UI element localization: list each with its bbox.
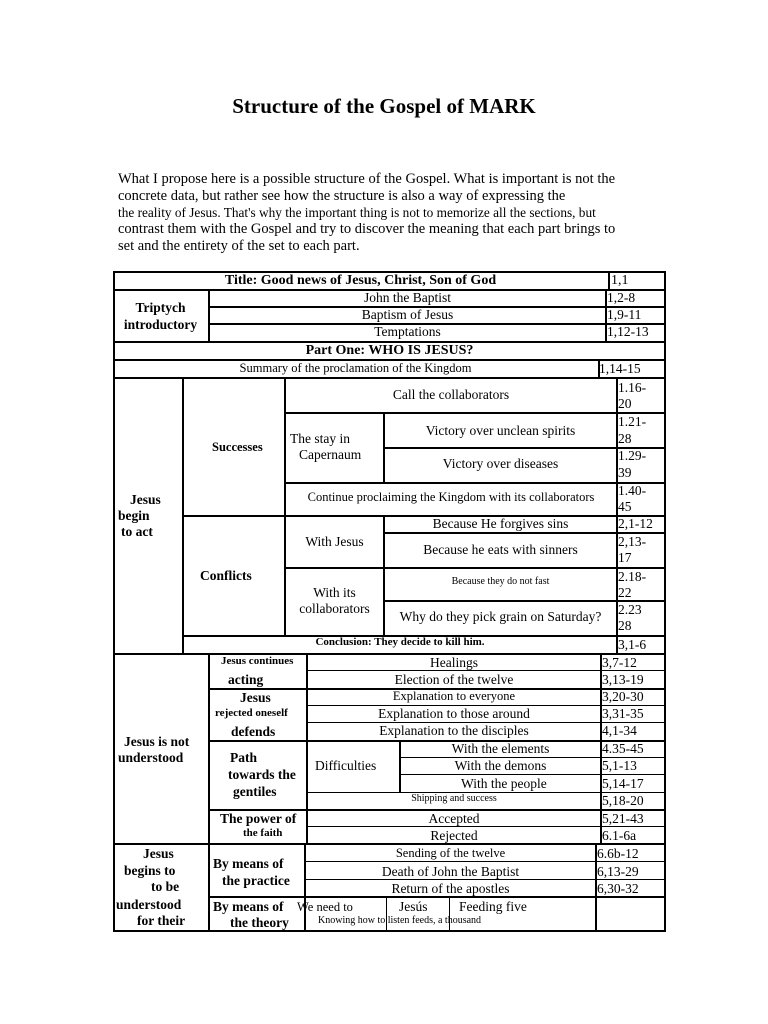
rule [208,896,666,898]
row-label: Victory over diseases [442,456,559,471]
subsection-label: Jesus [240,690,271,705]
rule [113,930,666,932]
section-label: begins to [124,863,176,878]
row-label: Explanation to everyone [392,689,516,703]
subsection-label: the theory [230,915,289,930]
row-label: Sending of the twelve [395,846,506,860]
row-label: Victory over unclean spirits [425,423,576,438]
ref-cell: 20 [618,396,632,411]
group-label: collaborators [299,601,370,616]
intro-line-3: the reality of Jesus. That's why the important thing is not to memorize all the sections, but [118,205,596,220]
subsection-label: The power of [220,811,297,826]
ref-cell: 4.35-45 [602,741,644,756]
triptych-label: introductory [123,317,198,332]
row-label: Continue proclaiming the Kingdom with its collaborators [307,490,595,504]
row-label: Because they do not fast [451,576,550,587]
rule [608,271,610,289]
section-label: Jesus is not [124,734,190,749]
ref-cell: 6.1-6a [602,828,637,843]
subsection-label: acting [228,672,264,687]
subsection-label: the practice [222,873,290,888]
ref-cell: 6,30-32 [597,881,639,896]
ref-cell: 39 [618,465,632,480]
subsection-label: Jesus continues [221,655,294,667]
ref-cell: 1,14-15 [599,361,641,376]
intro-line-5: set and the entirety of the set to each part. [118,238,360,254]
section-label: understood [118,750,184,765]
subsection-label: By means of [213,899,284,914]
gospel-title-cell: Title: Good news of Jesus, Christ, Son of God [224,273,497,288]
ref-cell: 2,1-12 [618,516,653,531]
ref-cell: 1,2-8 [607,290,636,305]
ref-cell: 3,7-12 [602,655,637,670]
row-label: Healings [430,655,478,670]
rule [304,861,666,862]
row-label: Summary of the proclamation of the Kingdom [239,361,472,375]
rule [284,412,666,414]
row-label: Explanation to those around [378,706,530,721]
intro-line-2: concrete data, but rather see how the structure is also a way of expressing the [118,188,566,204]
group-label: The stay in [290,431,350,446]
row-label: Rejected [430,828,478,843]
ref-cell: 3,31-35 [602,706,644,721]
ref-cell: 1,12-13 [607,324,649,339]
ref-cell: 2.18- [618,569,647,584]
ref-cell: 1.40- [618,483,647,498]
page-title: Structure of the Gospel of MARK [232,94,536,118]
section-label: to be [151,879,180,894]
group-label: With Jesus [305,534,364,549]
row-label: With the people [461,776,547,791]
section-label: understood [116,897,182,912]
rule [306,826,666,827]
row-label: Jesús [399,899,428,914]
row-label: Explanation to the disciples [379,723,529,738]
conclusion-label: Conclusion: They decide to kill him. [315,636,485,648]
rule [284,482,666,484]
subsection-label: By means of [213,856,284,871]
ref-cell: 2,13- [618,534,647,549]
subsection-label: towards the [228,767,296,782]
group-label: Capernaum [299,447,362,462]
ref-cell: 17 [618,550,632,565]
rule [304,879,666,880]
part-heading: Part One: WHO IS JESUS? [305,343,474,358]
row-label: Temptations [374,324,441,339]
intro-line-4: contrast them with the Gospel and try to discover the meaning that each part brings to [118,221,616,237]
ref-cell: 1,1 [611,273,629,288]
subsection-label: gentiles [233,784,277,799]
ref-cell: 1.29- [618,448,647,463]
ref-cell: 6,13-29 [597,864,639,879]
row-label: We need to [297,900,353,914]
row-label: Baptism of Jesus [361,307,454,322]
row-label: Death of John the Baptist [381,864,520,879]
ref-cell: 28 [618,431,632,446]
row-label: Because He forgives sins [432,516,569,531]
ref-cell: 5,14-17 [602,776,644,791]
subsection-label: Path [230,750,257,765]
rule [399,774,666,775]
section-label: begin [118,508,150,523]
row-label: John the Baptist [364,290,451,305]
ref-cell: 28 [618,618,632,633]
row-label: Shipping and success [411,793,497,804]
rule [208,653,210,843]
row-label: Because he eats with sinners [423,542,578,557]
subsection-label: defends [231,724,276,739]
row-label: Election of the twelve [394,672,514,687]
section-label: for their [137,913,186,928]
group-label: Difficulties [315,758,377,773]
row-label: Accepted [428,811,480,826]
rule [208,843,210,930]
ref-cell: 5,18-20 [602,793,644,808]
subsection-label: the faith [243,827,283,839]
rule [113,653,666,655]
ref-cell: 3,20-30 [602,689,644,704]
ref-cell: 3,13-19 [602,672,644,687]
ref-cell: 2.23 [618,602,642,617]
row-label: With the demons [454,758,547,773]
ref-cell: 1,9-11 [607,307,642,322]
subsection-label: rejected oneself [215,707,288,719]
ref-cell: 1.21- [618,414,647,429]
row-label: With the elements [451,741,550,756]
section-label: Jesus [143,846,174,861]
ref-cell: 3,1-6 [618,637,647,652]
row-label: Return of the apostles [391,881,510,896]
rule [284,567,666,569]
rule [306,670,666,671]
row-label: Call the collaborators [392,387,510,402]
row-label: Why do they pick grain on Saturday? [399,609,602,624]
triptych-label: Triptych [135,300,186,315]
ref-cell: 45 [618,499,632,514]
ref-cell: 1.16- [618,380,647,395]
section-label: to act [121,524,153,539]
subsection-label: Conflicts [200,568,252,583]
rule [113,377,666,379]
ref-cell: 22 [618,585,632,600]
ref-cell: 6.6b-12 [597,846,639,861]
subsection-label: Successes [212,440,263,454]
group-label: With its [313,585,356,600]
intro-line-1: What I propose here is a possible structure of the Gospel. What is important is not the [118,171,616,187]
rule [113,843,666,845]
row-label: Feeding five [459,899,527,914]
row-label: Knowing how to listen feeds, a thousand [318,915,482,926]
section-label: Jesus [130,492,161,507]
ref-cell: 5,21-43 [602,811,644,826]
ref-cell: 4,1-34 [602,723,637,738]
ref-cell: 5,1-13 [602,758,637,773]
